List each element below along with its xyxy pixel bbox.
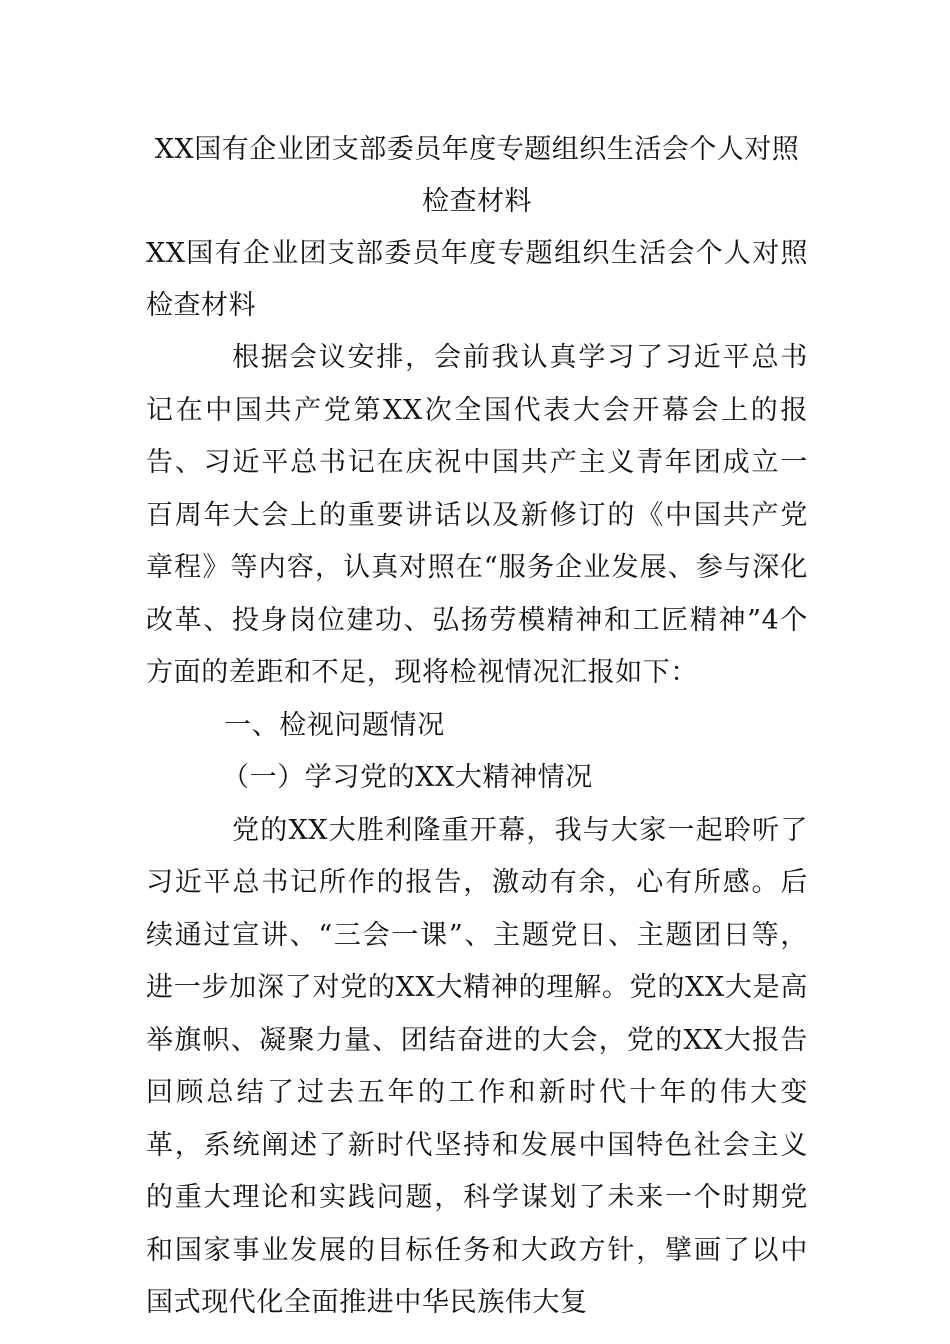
document-title: XX国有企业团支部委员年度专题组织生活会个人对照检查材料 xyxy=(154,134,800,217)
section-heading: 一、检视问题情况 xyxy=(224,709,445,741)
repeated-title: XX国有企业团支部委员年度专题组织生活会个人对照检查材料 xyxy=(146,238,808,321)
subsection-heading: （一）学习党的XX大精神情况 xyxy=(222,762,593,793)
intro-paragraph: 根据会议安排，会前我认真学习了习近平总书记在中国共产党第XX次全国代表大会开幕会上的报告、习近平总书记在庆祝中国共产主义青年团成立一百周年大会上的重要讲话以及新修订的《中国共产党章程》等内容，认真对照在“服务企业发展、参与深化改革、投身岗位建功、弘扬劳模精神和工匠精神”4个方面的差距和不足，现将检视情况汇报如下： xyxy=(146,342,808,688)
document-page xyxy=(146,124,808,1330)
body-paragraph: 党的XX大胜利隆重开幕，我与大家一起聆听了习近平总书记所作的报告，激动有余，心有所感。后续通过宣讲、“三会一课”、主题党日、主题团日等，进一步加深了对党的XX大精神的理解。党的XX大是高举旗帜、凝聚力量、团结奋进的大会，党的XX大报告回顾总结了过去五年的工作和新时代十年的伟大变革，系统阐述了新时代坚持和发展中国特色社会主义的重大理论和实践问题，科学谋划了未来一个时期党和国家事业发展的目标任务和大政方针，擘画了以中国式现代化全面推进中华民族伟大复 xyxy=(146,814,808,1318)
